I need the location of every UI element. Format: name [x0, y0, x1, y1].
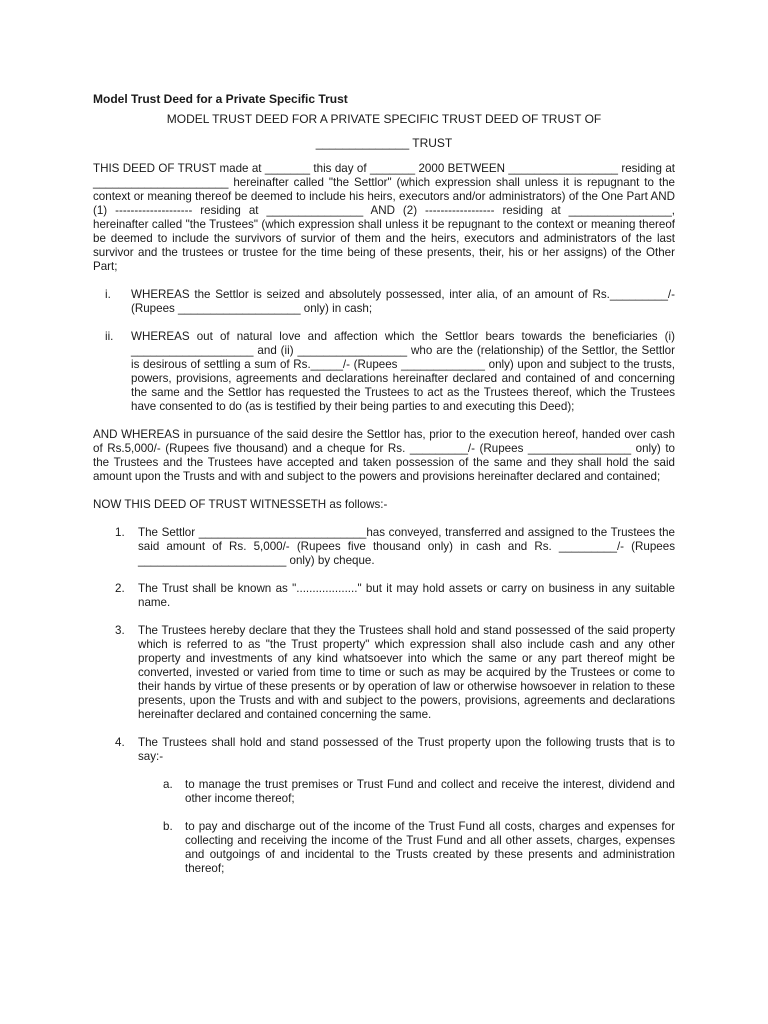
clause-list	[93, 526, 675, 876]
document-page	[93, 92, 675, 890]
clause-marker: 3.	[115, 624, 125, 637]
clause-item	[93, 526, 675, 568]
sub-clause-item	[93, 778, 675, 806]
document-heading: Model Trust Deed for a Private Specific Trust	[93, 92, 348, 106]
whereas-marker: i.	[105, 288, 111, 301]
sub-clause-list	[93, 778, 675, 876]
intro-paragraph: THIS DEED OF TRUST made at _______ this day of _______ 2000 BETWEEN _________________ residing at _____________________ hereinafter called "the Settlor" (which expression shall unless it is repugnant to the context or meaning thereof be deemed to include his heirs, executors and/or administrators) of the One Part AND (1) -------------------- residing at _______________ AND (2) ------------------ residing at ________________, hereinafter called "the Trustees" (which expression shall unless it be repugnant to the context or meaning thereof be deemed to include the survivors of survior of them and the heirs, executors and administrators of the last survivor and the trustees or trustee for the time being of these presents, their, his or her assigns) of the Other Part;	[93, 162, 675, 273]
clause-text: The Trustees shall hold and stand possessed of the Trust property upon the following trusts that is to say:-	[138, 736, 675, 763]
sub-clause-marker: b.	[163, 820, 173, 833]
sub-clause-text: to manage the trust premises or Trust Fund and collect and receive the interest, dividend and other income thereof;	[185, 778, 675, 805]
clause-item	[93, 736, 675, 876]
whereas-item	[93, 330, 675, 414]
clause-text: The Settlor __________________________has conveyed, transferred and assigned to the Trustees the said amount of Rs. 5,000/- (Rupees five thousand only) in cash and Rs. _________/- (Rupees _______________________ only) by cheque.	[138, 526, 675, 567]
whereas-item	[93, 288, 675, 316]
whereas-text: WHEREAS out of natural love and affection which the Settlor bears towards the beneficiaries (i) ___________________ and (ii) _________________ who are the (relationship) of the Settlor, the Settlor is desirous of settling a sum of Rs._____/- (Rupees _____________ only) upon and subject to the trusts, powers, provisions, agreements and declarations hereinafter declared and contained of and concerning the same and the Settlor has requested the Trustees to act as the Trustees thereof, which the Trustees have consented to do (as is testified by their being parties to and executing this Deed);	[131, 330, 675, 413]
clause-marker: 4.	[115, 736, 125, 749]
sub-clause-marker: a.	[163, 778, 173, 791]
clause-item	[93, 582, 675, 610]
clause-marker: 2.	[115, 582, 125, 595]
whereas-text: WHEREAS the Settlor is seized and absolutely possessed, inter alia, of an amount of Rs._________/- (Rupees ___________________ only) in cash;	[131, 288, 675, 315]
clause-text: The Trust shall be known as "..................." but it may hold assets or carry on business in any suitable name.	[138, 582, 675, 609]
and-whereas-paragraph: AND WHEREAS in pursuance of the said desire the Settlor has, prior to the execution hereof, handed over cash of Rs.5,000/- (Rupees five thousand) and a cheque for Rs. _________/- (Rupees ________________ only) to the Trustees and the Trustees have accepted and taken possession of the same and they shall hold the said amount upon the Trusts and with and subject to the powers and provisions hereinafter declared and contained;	[93, 428, 675, 483]
whereas-marker: ii.	[105, 330, 114, 343]
clause-item	[93, 624, 675, 722]
whereas-list	[93, 288, 675, 414]
clause-marker: 1.	[115, 526, 125, 539]
document-subtitle: ______________ TRUST	[315, 136, 453, 150]
document-title: MODEL TRUST DEED FOR A PRIVATE SPECIFIC TRUST DEED OF TRUST OF	[166, 112, 602, 126]
sub-clause-item	[93, 820, 675, 876]
witnesseth-paragraph: NOW THIS DEED OF TRUST WITNESSETH as follows:-	[93, 498, 388, 511]
sub-clause-text: to pay and discharge out of the income of the Trust Fund all costs, charges and expenses for collecting and receiving the income of the Trust Fund and all other assets, charges, expenses and outgoings of and incidental to the Trusts created by these presents and administration thereof;	[185, 820, 675, 875]
clause-text: The Trustees hereby declare that they the Trustees shall hold and stand possessed of the said property which is referred to as "the Trust property" which expression shall also include cash and any other property and investments of any kind whatsoever into which the same or any part thereof might be converted, invested or varied from time to time or such as may be acquired by the Trustees or come to their hands by virtue of these presents or by operation of law or otherwise howsoever in relation to these presents, upon the Trusts and with and subject to the powers, provisions, agreements and declarations hereinafter declared and contained concerning the same.	[138, 624, 675, 721]
